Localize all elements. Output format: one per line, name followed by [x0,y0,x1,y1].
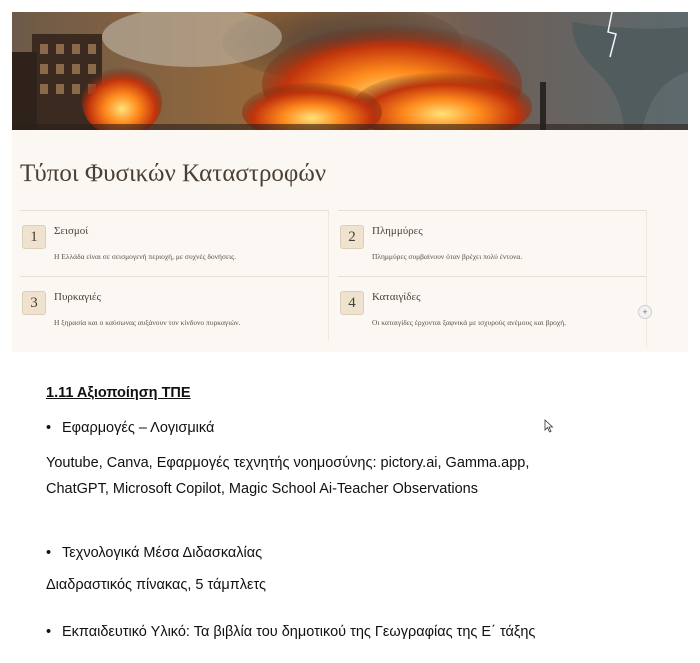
text-line: Youtube, Canva, Εφαρμογές τεχνητής νοημοσύνης: pictory.ai, Gamma.app, [46,455,530,471]
bullet-text: Εκπαιδευτικό Υλικό: Τα βιβλία του δημοτικού της Γεωγραφίας της Ε΄ τάξης [62,624,536,640]
card-title: Πυρκαγιές [54,291,101,303]
text-line: ChatGPT, Microsoft Copilot, Magic School Ai-Teacher Observations [46,481,478,497]
card-title: Πλημμύρες [372,225,423,237]
slide-title: Τύποι Φυσικών Καταστροφών [20,160,327,187]
card-storms [338,276,647,347]
bullet-text: Εφαρμογές – Λογισμικά [62,420,215,436]
card-title: Σεισμοί [54,225,89,237]
bullet-text: Τεχνολογικά Μέσα Διδασκαλίας [62,545,263,561]
add-card-button[interactable]: + [638,305,652,319]
bullet-item-software [46,420,214,436]
card-title: Καταιγίδες [372,291,421,303]
card-floods [338,210,647,275]
card-earthquakes [20,210,329,275]
bullet-dot: • [46,420,52,436]
bullet-dot: • [46,545,52,561]
bullet-item-tech-media [46,545,262,561]
disaster-banner-image [12,12,688,130]
card-number: 4 [340,291,364,315]
bullet-item-educational-material [46,624,535,640]
paragraph-software [46,450,666,502]
card-text: Η Ελλάδα είναι σε σεισμογενή περιοχή, με συχνές δονήσεις. [54,252,237,261]
card-wildfires [20,276,329,341]
card-text: Η ξηρασία και ο καύσωνας αυξάνουν τον κίνδυνο πυρκαγιών. [54,318,241,327]
disaster-cards-grid [20,210,656,352]
card-text: Οι καταιγίδες έρχονται ξαφνικά με ισχυρούς ανέμους και βροχή. [372,318,567,327]
arrow-cursor-icon [544,419,554,433]
card-number: 2 [340,225,364,249]
section-heading: 1.11 Αξιοποίηση ΤΠΕ [46,385,191,401]
card-number: 1 [22,225,46,249]
card-number: 3 [22,291,46,315]
card-text: Πλημμύρες συμβαίνουν όταν βρέχει πολύ έντονα. [372,252,523,261]
presentation-slide [12,12,688,352]
bullet-dot: • [46,624,52,640]
paragraph-tech-media [46,572,266,598]
text-line: Διαδραστικός πίνακας, 5 τάμπλετς [46,577,266,593]
